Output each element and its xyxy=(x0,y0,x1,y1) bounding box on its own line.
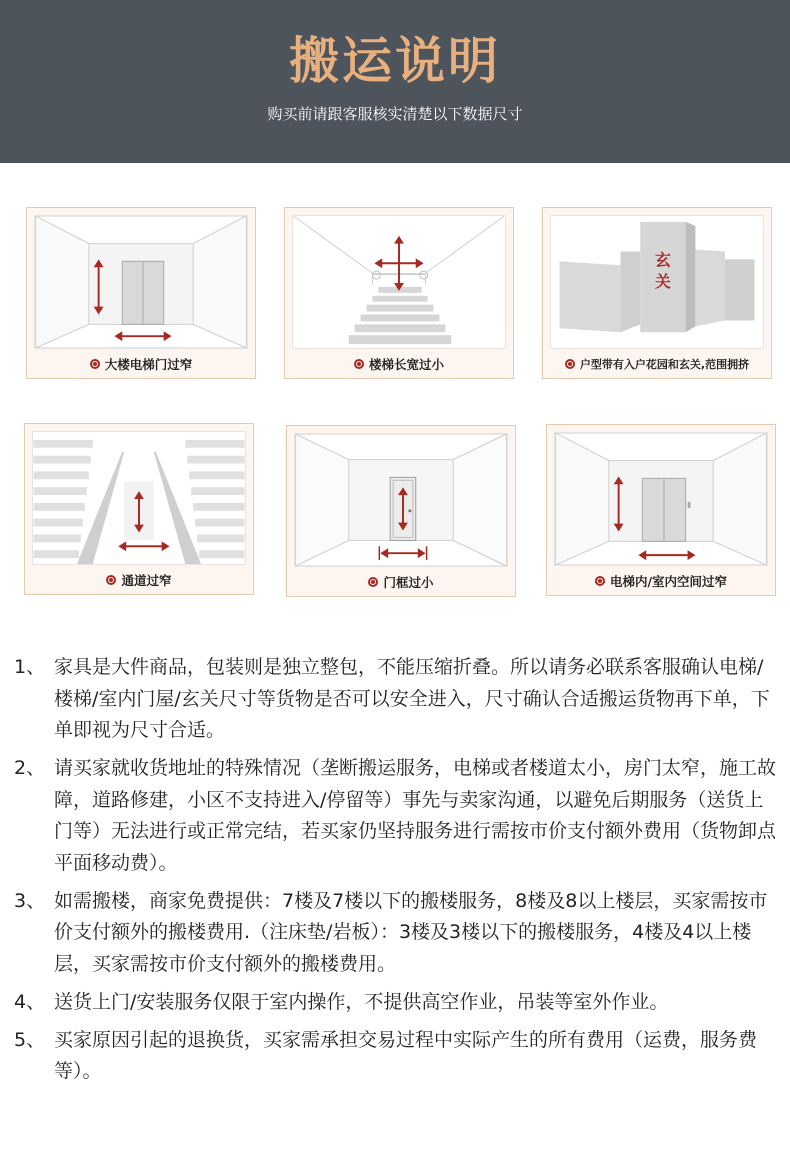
note-number: 2、 xyxy=(14,757,46,779)
bullet-icon xyxy=(90,359,100,369)
bullet-icon xyxy=(368,577,378,587)
note-text: 如需搬楼，商家免费提供：7楼及7楼以下的搬楼服务，8楼及8以上楼层，买家需按市价支付额外的搬楼费用.（注床垫/岩板）：3楼及3楼以下的搬楼服务，4楼及4以上楼层，买家需按市价支付额外的搬楼费用。 xyxy=(54,889,768,975)
list-item xyxy=(14,886,780,981)
elevator-interior-icon xyxy=(554,432,768,566)
card-narrow-passage xyxy=(24,423,254,595)
note-text: 请买家就收货地址的特殊情况（垄断搬运服务，电梯或者楼道太小，房门太窄，施工故障，道路修建，小区不支持进入/停留等）事先与卖家沟通，以避免后期服务（送货上门等）无法进行或正常完结，若买家仍坚持服务进行需按市价支付额外费用（货物卸点平面移动费）。 xyxy=(54,757,777,874)
entrance-hall-icon xyxy=(550,215,764,349)
page-subtitle: 购买前请跟客服核实清楚以下数据尺寸 xyxy=(267,105,523,123)
card-caption: 大楼电梯门过窄 xyxy=(27,351,255,377)
note-number: 5、 xyxy=(14,1028,46,1051)
card-entrance-hall xyxy=(542,207,772,379)
card-caption: 门框过小 xyxy=(287,569,515,595)
card-caption: 通道过窄 xyxy=(25,567,253,593)
card-elevator-interior xyxy=(546,424,776,596)
note-text: 家具是大件商品，包装则是独立整包，不能压缩折叠。所以请务必联系客服确认电梯/楼梯/室内门屋/玄关尺寸等货物是否可以安全进入，尺寸确认合适搬运货物再下单，下单即视为尺寸合适。 xyxy=(54,656,770,741)
svg-text:玄: 玄 xyxy=(655,250,671,270)
card-caption: 电梯内/室内空间过窄 xyxy=(547,568,775,594)
bullet-icon xyxy=(106,575,116,585)
header-banner xyxy=(0,0,790,163)
staircase-icon xyxy=(292,215,506,349)
door-frame-icon xyxy=(294,433,508,567)
card-elevator-door xyxy=(26,207,256,379)
note-number: 3、 xyxy=(14,889,46,912)
elevator-icon xyxy=(34,215,248,349)
notes-list xyxy=(14,652,780,1094)
list-item xyxy=(14,753,780,879)
list-item xyxy=(14,1025,780,1088)
card-stairs xyxy=(284,207,514,379)
narrow-passage-icon xyxy=(32,431,246,565)
note-text: 买家原因引起的退换货，买家需承担交易过程中实际产生的所有费用（运费，服务费等）。 xyxy=(54,1028,758,1082)
note-number: 1、 xyxy=(14,656,46,678)
svg-text:关: 关 xyxy=(655,271,671,291)
list-item xyxy=(14,652,780,747)
bullet-icon xyxy=(595,576,605,586)
card-caption: 户型带有入户花园和玄关,范围拥挤 xyxy=(543,351,771,377)
page-title: 搬运说明 xyxy=(289,31,501,90)
card-door-frame xyxy=(286,425,516,597)
bullet-icon xyxy=(565,359,575,369)
list-item xyxy=(14,987,780,1019)
bullet-icon xyxy=(354,359,364,369)
card-caption: 楼梯长宽过小 xyxy=(285,351,513,377)
note-number: 4、 xyxy=(14,990,46,1013)
note-text: 送货上门/安装服务仅限于室内操作，不提供高空作业，吊装等室外作业。 xyxy=(54,990,669,1013)
